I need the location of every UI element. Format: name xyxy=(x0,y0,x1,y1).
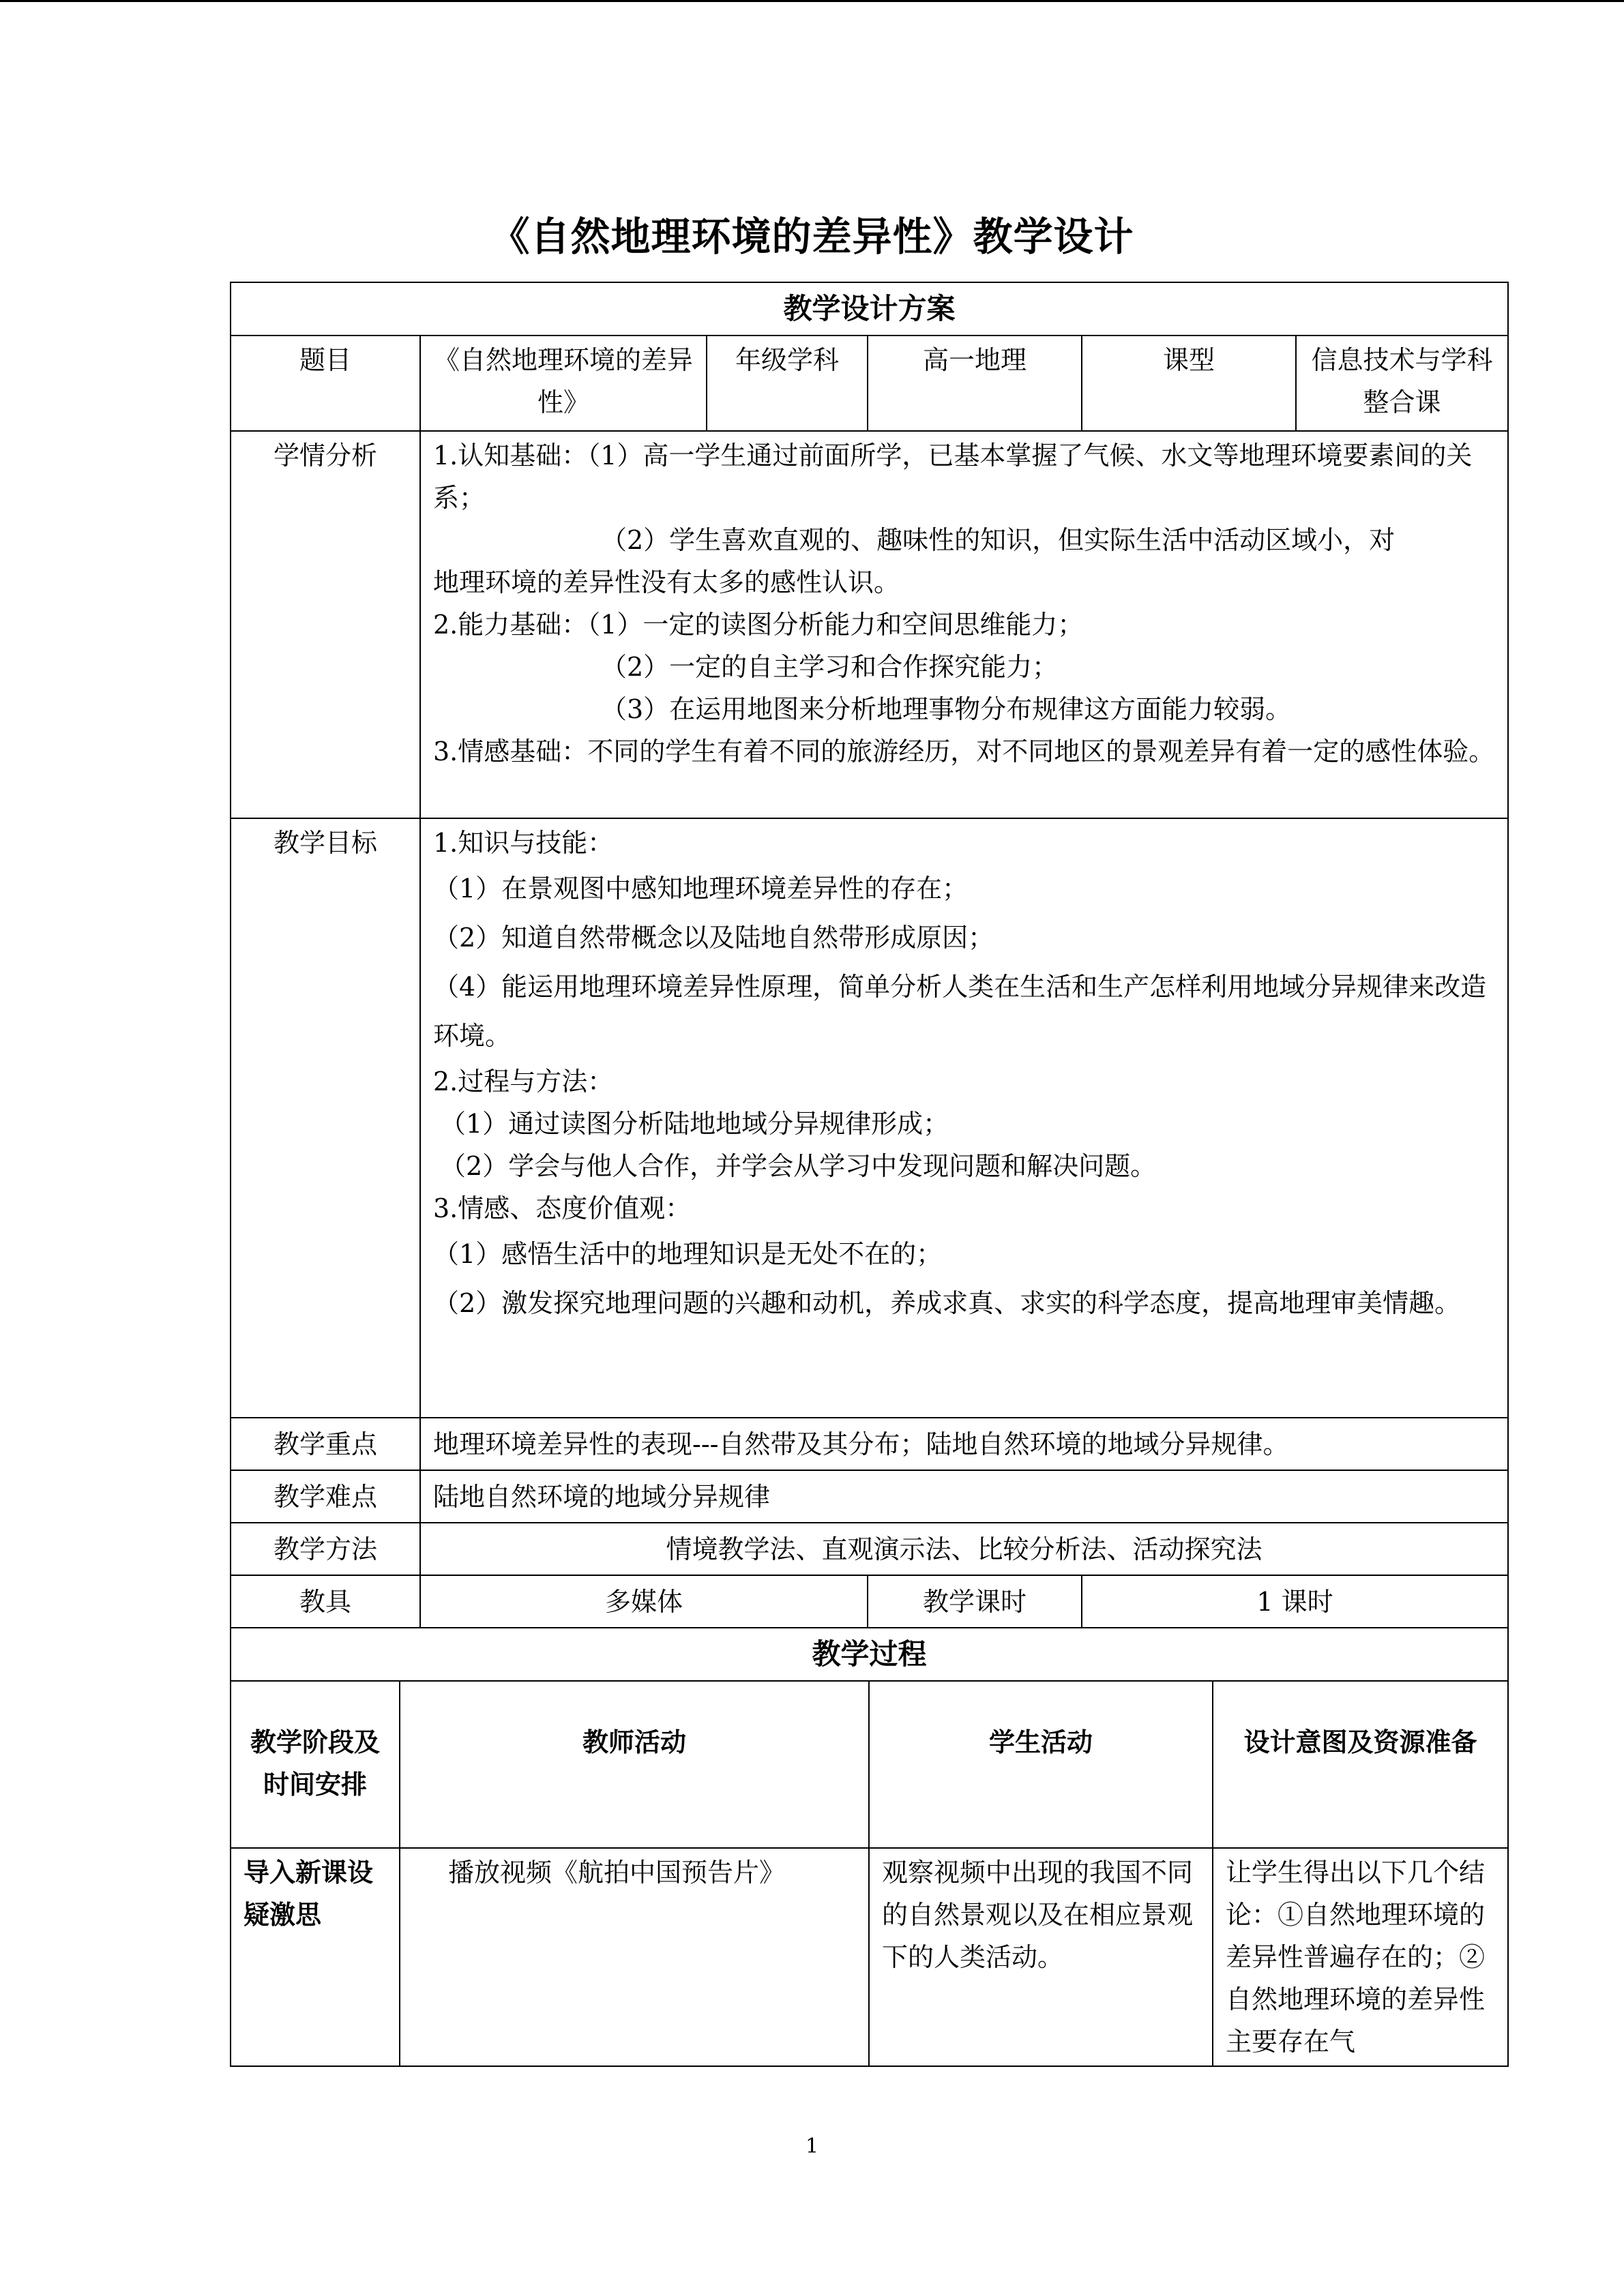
analysis-line: 2.能力基础：（1）一定的读图分析能力和空间思维能力； xyxy=(433,610,1084,640)
topic-value: 《自然地理环境的差异性》 xyxy=(420,336,707,431)
key-label: 教学重点 xyxy=(231,1418,420,1470)
process-table xyxy=(230,1628,1509,2067)
plan-table-wrapper xyxy=(230,282,1507,2067)
goals-line: （1）感悟生活中的地理知识是无处不在的； xyxy=(433,1239,943,1269)
analysis-line: （3）在运用地图来分析地理事物分布规律这方面能力较弱。 xyxy=(601,694,1292,724)
analysis-label: 学情分析 xyxy=(231,431,420,818)
analysis-line: （2）学生喜欢直观的、趣味性的知识，但实际生活中活动区域小，对 xyxy=(601,525,1396,555)
goals-line: 1.知识与技能： xyxy=(433,828,614,858)
process-teacher-cell: 播放视频《航拍中国预告片》 xyxy=(400,1848,869,2066)
hours-label: 教学课时 xyxy=(868,1575,1082,1628)
process-student-cell: 观察视频中出现的我国不同的自然景观以及在相应景观下的人类活动。 xyxy=(869,1848,1213,2066)
process-section-title: 教学过程 xyxy=(231,1628,1508,1681)
process-header-intent: 设计意图及资源准备 xyxy=(1213,1681,1508,1848)
top-border-line xyxy=(0,0,1624,2)
process-header-student: 学生活动 xyxy=(869,1681,1213,1848)
goals-label: 教学目标 xyxy=(231,818,420,1418)
goals-line: 2.过程与方法： xyxy=(433,1067,614,1097)
page-number: 1 xyxy=(805,2134,819,2158)
process-header-teacher: 教师活动 xyxy=(400,1681,869,1848)
tools-label: 教具 xyxy=(231,1575,420,1628)
tools-value: 多媒体 xyxy=(420,1575,868,1628)
method-value: 情境教学法、直观演示法、比较分析法、活动探究法 xyxy=(420,1523,1508,1575)
analysis-line: （2）一定的自主学习和合作探究能力； xyxy=(601,652,1059,682)
process-stage-cell: 导入新课设疑激思 xyxy=(231,1848,400,2066)
grade-value: 高一地理 xyxy=(868,336,1082,431)
goals-content xyxy=(420,818,1508,1418)
grade-label: 年级学科 xyxy=(707,336,868,431)
lesson-plan-table xyxy=(230,282,1509,1628)
method-label: 教学方法 xyxy=(231,1523,420,1575)
plan-section-title: 教学设计方案 xyxy=(231,282,1508,336)
analysis-content xyxy=(420,431,1508,818)
hours-value: 1 课时 xyxy=(1082,1575,1508,1628)
topic-label: 题目 xyxy=(231,336,420,431)
goals-line: （2）激发探究地理问题的兴趣和动机，养成求真、求实的科学态度，提高地理审美情趣。 xyxy=(433,1288,1461,1318)
goals-line: 3.情感、态度价值观： xyxy=(433,1193,692,1223)
document-title: 《自然地理环境的差异性》教学设计 xyxy=(490,213,1134,260)
analysis-line: 地理环境的差异性没有太多的感性认识。 xyxy=(433,567,900,597)
analysis-line: 3.情感基础：不同的学生有着不同的旅游经历，对不同地区的景观差异有着一定的感性体验。 xyxy=(433,736,1495,766)
difficulty-label: 教学难点 xyxy=(231,1470,420,1523)
key-value: 地理环境差异性的表现---自然带及其分布；陆地自然环境的地域分异规律。 xyxy=(420,1418,1508,1470)
process-intent-cell: 让学生得出以下几个结论：①自然地理环境的差异性普遍存在的；②自然地理环境的差异性主要存在气 xyxy=(1213,1848,1508,2066)
difficulty-value: 陆地自然环境的地域分异规律 xyxy=(420,1470,1508,1523)
goals-line: （2）学会与他人合作，并学会从学习中发现问题和解决问题。 xyxy=(440,1151,1157,1181)
goals-line: （1）在景观图中感知地理环境差异性的存在； xyxy=(433,874,969,904)
goals-line: （4）能运用地理环境差异性原理，简单分析人类在生活和生产怎样利用地域分异规律来改造环境。 xyxy=(433,972,1487,1051)
type-label: 课型 xyxy=(1082,336,1296,431)
analysis-line: 1.认知基础：（1）高一学生通过前面所学，已基本掌握了气候、水文等地理环境要素间的关系； xyxy=(433,441,1473,513)
goals-line: （2）知道自然带概念以及陆地自然带形成原因； xyxy=(433,923,994,953)
goals-line: （1）通过读图分析陆地地域分异规律形成； xyxy=(440,1109,949,1139)
process-header-stage: 教学阶段及时间安排 xyxy=(231,1681,400,1848)
type-value: 信息技术与学科整合课 xyxy=(1296,336,1508,431)
